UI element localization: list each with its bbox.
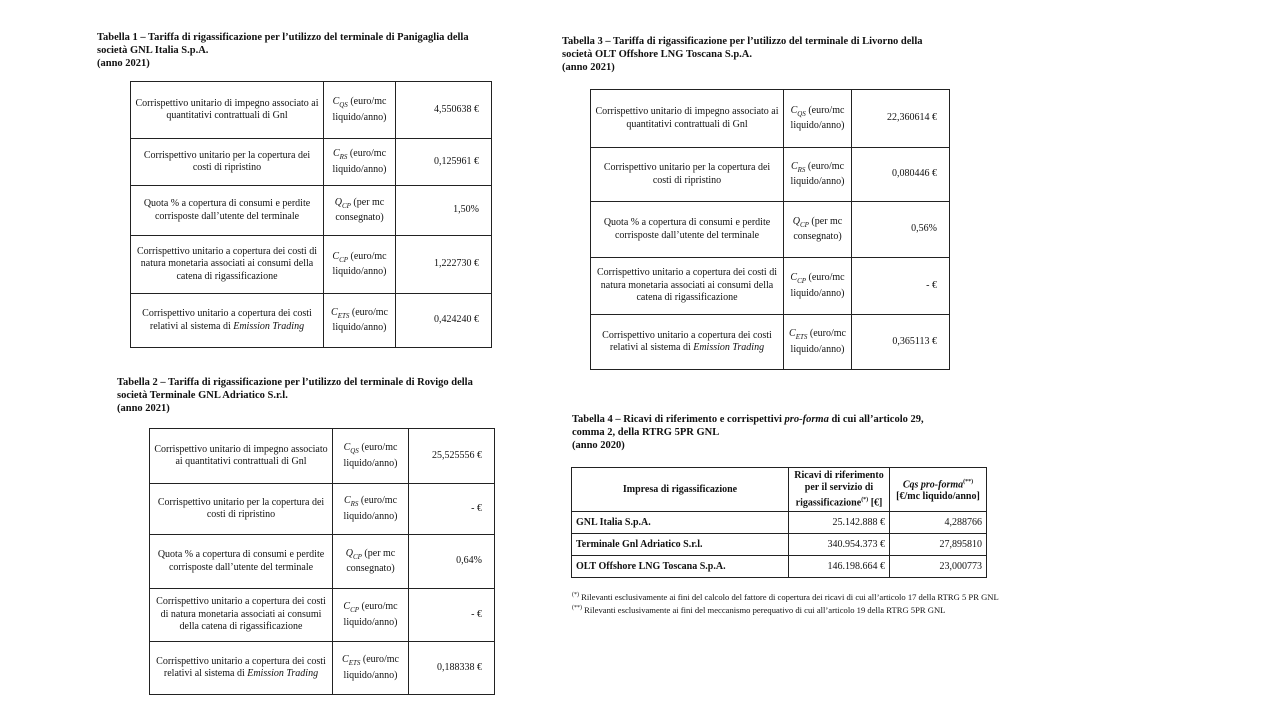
table-row xyxy=(150,589,495,642)
row-value: - € xyxy=(409,589,495,642)
table3 xyxy=(590,89,950,370)
table-row xyxy=(150,642,495,695)
row-symbol: $C_{CP}$ (euro/mc liquido/anno) xyxy=(784,258,852,315)
table-row xyxy=(131,186,492,236)
row-description: Corrispettivo unitario di impegno associato ai quantitativi contrattuali di Gnl xyxy=(131,82,324,139)
row-symbol: $C_{RS}$ (euro/mc liquido/anno) xyxy=(333,484,409,535)
row-value: 0,365113 € xyxy=(852,315,950,370)
row-value: 1,50% xyxy=(396,186,492,236)
row-value: 0,188338 € xyxy=(409,642,495,695)
table4-header-cqs: Cqs pro-forma(**) [€/mc liquido/anno] xyxy=(890,468,987,512)
row-value: 0,424240 € xyxy=(396,294,492,348)
table-row xyxy=(591,90,950,148)
row-symbol: $Q_{CP}$ (per mc consegnato) xyxy=(324,186,396,236)
row-symbol: $Q_{CP}$ (per mc consegnato) xyxy=(333,535,409,589)
row-value: 22,360614 € xyxy=(852,90,950,148)
row-symbol: $C_{QS}$ (euro/mc liquido/anno) xyxy=(324,82,396,139)
table4-caption: Tabella 4 – Ricavi di riferimento e corrispettivi pro-forma di cui all’articolo 29, comma 2, della RTRG 5PR GNL (anno 2020) xyxy=(572,414,924,451)
row-value: - € xyxy=(409,484,495,535)
table3-caption: Tabella 3 – Tariffa di rigassificazione per l’utilizzo del terminale di Livorno della società OLT Offshore LNG Toscana S.p.A. (anno 2021) xyxy=(562,36,923,73)
row-description: Quota % a copertura di consumi e perdite corrisposte dall’utente del terminale xyxy=(591,202,784,258)
table-row xyxy=(150,429,495,484)
table-row: OLT Offshore LNG Toscana S.p.A. 146.198.664 € 23,000773 xyxy=(572,556,987,578)
table-row xyxy=(591,258,950,315)
table-row xyxy=(131,236,492,294)
row-symbol: $C_{ETS}$ (euro/mc liquido/anno) xyxy=(784,315,852,370)
table-row xyxy=(131,294,492,348)
table-row xyxy=(131,82,492,139)
table4-notes xyxy=(572,590,1012,616)
row-symbol: $C_{ETS}$ (euro/mc liquido/anno) xyxy=(333,642,409,695)
table4-header-impresa: Impresa di rigassificazione xyxy=(572,468,789,512)
row-value: 1,222730 € xyxy=(396,236,492,294)
table-row xyxy=(591,148,950,202)
table2-caption: Tabella 2 – Tariffa di rigassificazione per l’utilizzo del terminale di Rovigo della società Terminale GNL Adriatico S.r.l. (anno 2021) xyxy=(117,377,473,414)
table4-header-ricavi: Ricavi di riferimento per il servizio di rigassificazione(*) [€] xyxy=(789,468,890,512)
row-symbol: $C_{RS}$ (euro/mc liquido/anno) xyxy=(784,148,852,202)
table-row xyxy=(150,484,495,535)
table2 xyxy=(149,428,495,695)
row-description: Corrispettivo unitario per la copertura dei costi di ripristino xyxy=(150,484,333,535)
table-row: Terminale Gnl Adriatico S.r.l. 340.954.373 € 27,895810 xyxy=(572,534,987,556)
row-value: 25,525556 € xyxy=(409,429,495,484)
row-description: Corrispettivo unitario a copertura dei costi di natura monetaria associati ai consumi della catena di rigassificazione xyxy=(150,589,333,642)
row-description: Corrispettivo unitario per la copertura dei costi di ripristino xyxy=(591,148,784,202)
row-value: 0,64% xyxy=(409,535,495,589)
row-symbol: $C_{ETS}$ (euro/mc liquido/anno) xyxy=(324,294,396,348)
row-description: Corrispettivo unitario di impegno associato ai quantitativi contrattuali di Gnl xyxy=(150,429,333,484)
row-value: 0,125961 € xyxy=(396,139,492,186)
row-description: Corrispettivo unitario di impegno associato ai quantitativi contrattuali di Gnl xyxy=(591,90,784,148)
row-description: Corrispettivo unitario a copertura dei costi di natura monetaria associati ai consumi della catena di rigassificazione xyxy=(591,258,784,315)
row-description: Corrispettivo unitario a copertura dei costi relativi al sistema di Emission Trading xyxy=(131,294,324,348)
row-symbol: $C_{QS}$ (euro/mc liquido/anno) xyxy=(784,90,852,148)
table4 xyxy=(571,467,987,578)
row-description: Quota % a copertura di consumi e perdite corrisposte dall’utente del terminale xyxy=(131,186,324,236)
row-description: Corrispettivo unitario a copertura dei costi di natura monetaria associati ai consumi della catena di rigassificazione xyxy=(131,236,324,294)
table-row xyxy=(131,139,492,186)
row-symbol: $C_{CP}$ (euro/mc liquido/anno) xyxy=(324,236,396,294)
row-symbol: $Q_{CP}$ (per mc consegnato) xyxy=(784,202,852,258)
row-value: 4,550638 € xyxy=(396,82,492,139)
row-symbol: $C_{QS}$ (euro/mc liquido/anno) xyxy=(333,429,409,484)
row-value: - € xyxy=(852,258,950,315)
row-value: 0,56% xyxy=(852,202,950,258)
row-value: 0,080446 € xyxy=(852,148,950,202)
table1-caption: Tabella 1 – Tariffa di rigassificazione per l’utilizzo del terminale di Panigaglia della società GNL Italia S.p.A. (anno 2021) xyxy=(97,32,469,69)
table-row xyxy=(591,315,950,370)
table-row: GNL Italia S.p.A. 25.142.888 € 4,288766 xyxy=(572,512,987,534)
row-description: Corrispettivo unitario per la copertura dei costi di ripristino xyxy=(131,139,324,186)
row-description: Quota % a copertura di consumi e perdite corrisposte dall’utente del terminale xyxy=(150,535,333,589)
table-row xyxy=(591,202,950,258)
table-row xyxy=(150,535,495,589)
row-description: Corrispettivo unitario a copertura dei costi relativi al sistema di Emission Trading xyxy=(150,642,333,695)
row-symbol: $C_{CP}$ (euro/mc liquido/anno) xyxy=(333,589,409,642)
note-2: (**) Rilevanti esclusivamente ai fini del meccanismo perequativo di cui all’articolo 19 della RTRG 5PR GNL xyxy=(572,604,946,615)
note-1: (*) Rilevanti esclusivamente ai fini del calcolo del fattore di copertura dei ricavi di cui all’articolo 17 della RTRG 5 PR GNL xyxy=(572,591,999,602)
row-description: Corrispettivo unitario a copertura dei costi relativi al sistema di Emission Trading xyxy=(591,315,784,370)
row-symbol: $C_{RS}$ (euro/mc liquido/anno) xyxy=(324,139,396,186)
table1 xyxy=(130,81,492,348)
